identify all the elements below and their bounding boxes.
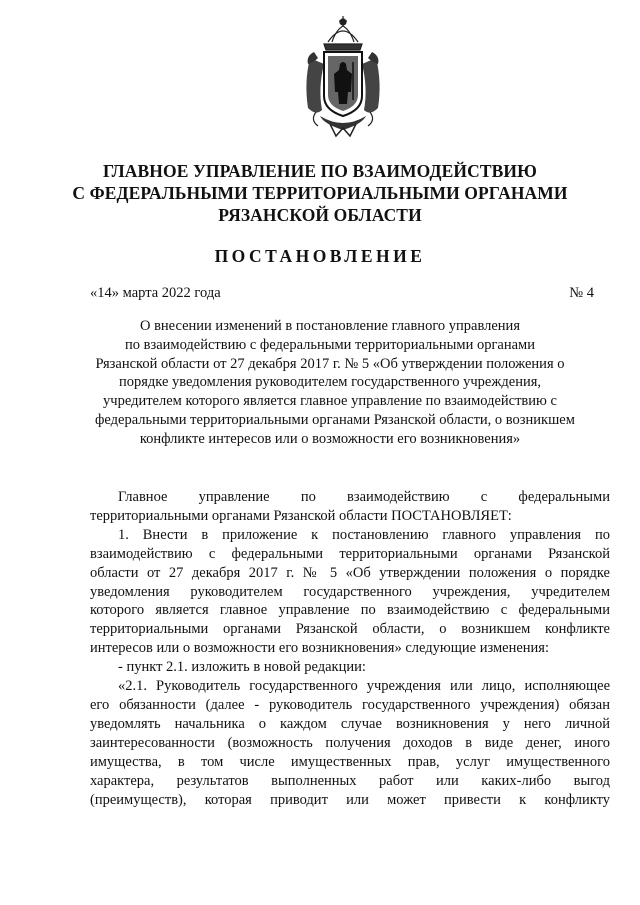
subject-line: конфликте интересов или о возможности его возникновения» <box>139 430 521 447</box>
document-body <box>90 488 610 809</box>
document-date: «14» марта 2022 года <box>90 285 221 301</box>
title-line: ГЛАВНОЕ УПРАВЛЕНИЕ ПО ВЗАИМОДЕЙСТВИЮ <box>103 161 537 181</box>
document-type: ПОСТАНОВЛЕНИЕ <box>214 246 426 266</box>
subject-line: по взаимодействию с федеральными территориальными органами <box>125 336 535 353</box>
body-line: уведомления руководителем государственного учреждения, учредителем <box>90 583 610 600</box>
body-line: Главное управление по взаимодействию с федеральными <box>118 489 610 505</box>
title-line: С ФЕДЕРАЛЬНЫМИ ТЕРРИТОРИАЛЬНЫМИ ОРГАНАМИ <box>72 183 568 203</box>
body-line: заинтересованности (возможность получения доходов в виде денег, иного <box>90 734 610 751</box>
body-line: которого является главное управление по взаимодействию с федеральными <box>90 602 610 619</box>
organization-title <box>60 160 580 226</box>
subject-line: Рязанской области от 27 декабря 2017 г. № 5 «Об утверждении положения о <box>95 355 565 372</box>
subject-line: федеральными территориальными органами Рязанской области, о возникшем <box>95 411 575 428</box>
body-line: уведомлять начальника о каждом случае возникновения у него личной <box>90 715 610 732</box>
body-line: взаимодействию с федеральными территориальными органами Рязанской <box>90 545 610 562</box>
body-line: - пункт 2.1. изложить в новой редакции: <box>118 659 366 676</box>
subject-line: О внесении изменений в постановление главного управления <box>139 318 520 334</box>
title-line: РЯЗАНСКОЙ ОБЛАСТИ <box>218 205 422 225</box>
document-number: № 4 <box>569 285 594 301</box>
subject-line: порядке уведомления руководителем государственного учреждения, <box>118 374 542 391</box>
body-line: характера, результатов выполненных работ или каких-либо выгод <box>90 772 610 789</box>
body-line: территориальными органами Рязанской области ПОСТАНОВЛЯЕТ: <box>90 507 512 524</box>
subject-line: учредителем которого является главное управление по взаимодействию с <box>103 393 557 410</box>
body-line: «2.1. Руководитель государственного учреждения или лицо, исполняющее <box>118 678 610 695</box>
coat-of-arms-icon <box>296 12 390 144</box>
body-line: 1. Внести в приложение к постановлению главного управления по <box>118 526 610 543</box>
body-line: его обязанности (далее - руководитель государственного учреждения) обязан <box>90 696 610 713</box>
body-line: территориальными органами Рязанской области, о возникшем конфликте <box>90 621 610 638</box>
body-line: области от 27 декабря 2017 г. № 5 «Об утверждении положения о порядке <box>90 564 610 581</box>
body-line: имущества, в том числе имущественных прав, услуг имущественного <box>90 753 610 770</box>
body-line: интересов или о возможности его возникновения» следующие изменения: <box>90 640 550 657</box>
document-subject <box>95 317 575 449</box>
body-line: (преимуществ), которая приводит или может привести к конфликту <box>90 791 610 808</box>
